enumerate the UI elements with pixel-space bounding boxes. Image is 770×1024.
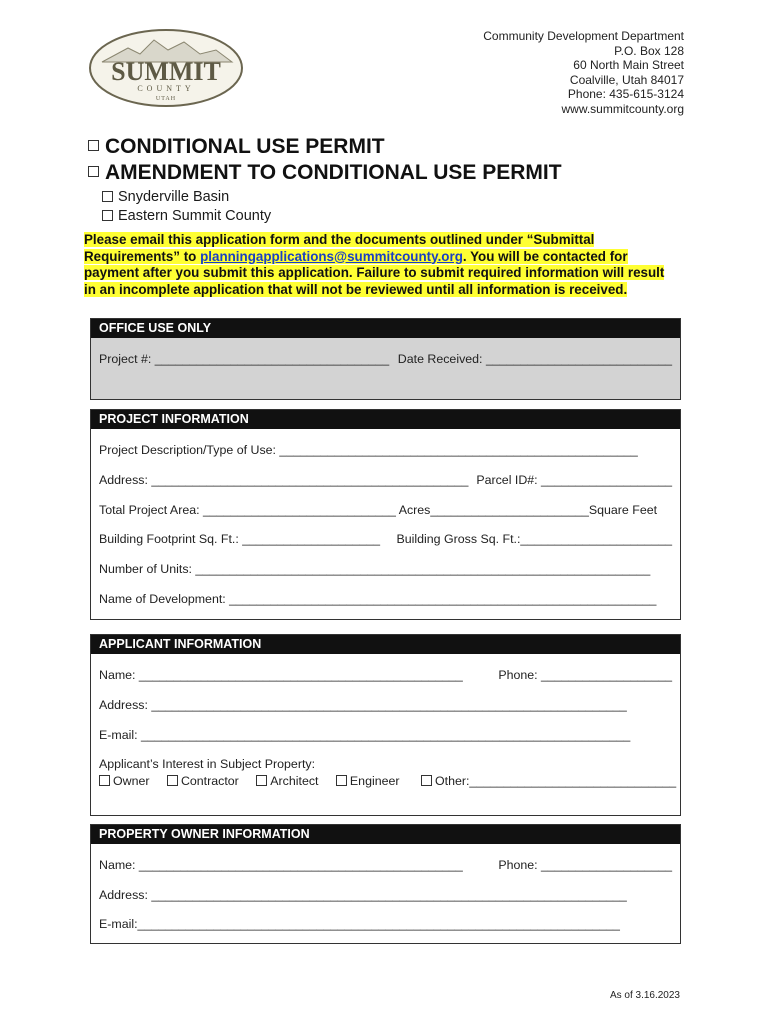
interest-other[interactable]: Other:______________________________	[421, 774, 676, 788]
submission-notice	[84, 232, 670, 298]
logo-state: UTAH	[155, 96, 177, 102]
summit-county-logo	[88, 28, 244, 108]
logo-name: SUMMIT	[111, 57, 221, 86]
applicant-info-section	[90, 634, 681, 816]
interest-owner[interactable]: Owner	[99, 774, 150, 788]
owner-info-heading: PROPERTY OWNER INFORMATION	[91, 825, 680, 844]
interest-options	[99, 774, 677, 788]
date-received-field[interactable]: Date Received: ___________________________	[397, 352, 672, 366]
title-amendment: AMENDMENT TO CONDITIONAL USE PERMIT	[88, 160, 562, 186]
owner-email-field[interactable]: E-mail:______________________________________________________________________	[99, 917, 620, 931]
option-snyderville: Snyderville Basin	[102, 188, 562, 207]
owner-address-field[interactable]: Address: _____________________________________________________________________	[99, 888, 627, 902]
gross-sqft-field[interactable]: Building Gross Sq. Ft.:______________________	[396, 532, 672, 546]
applicant-info-heading: APPLICANT INFORMATION	[91, 635, 680, 654]
applicant-name-field[interactable]: Name: _______________________________________________	[99, 668, 463, 682]
applicant-address-field[interactable]: Address: _____________________________________________________________________	[99, 698, 627, 712]
option-eastern: Eastern Summit County	[102, 207, 562, 226]
permit-titles	[88, 134, 562, 226]
total-area-field[interactable]: Total Project Area: ____________________________ Acres_______________________Square Feet	[99, 503, 658, 517]
project-description-field[interactable]: Project Description/Type of Use: ____________________________________________________	[99, 443, 638, 457]
owner-info-section	[90, 824, 681, 944]
interest-contractor[interactable]: Contractor	[167, 774, 239, 788]
conditional-use-checkbox[interactable]	[88, 140, 99, 151]
owner-checkbox[interactable]	[99, 775, 110, 786]
engineer-checkbox[interactable]	[336, 775, 347, 786]
interest-architect[interactable]: Architect	[256, 774, 318, 788]
office-use-section	[90, 318, 681, 400]
department-street: 60 North Main Street	[573, 58, 684, 73]
notice-email-link[interactable]: planningapplications@summitcounty.org	[200, 248, 463, 264]
project-address-field[interactable]: Address: ______________________________________________	[99, 473, 469, 487]
version-date: As of 3.16.2023	[609, 990, 680, 1001]
amendment-checkbox[interactable]	[88, 166, 99, 177]
architect-checkbox[interactable]	[256, 775, 267, 786]
project-number-field[interactable]: Project #: __________________________________	[99, 352, 390, 366]
development-name-field[interactable]: Name of Development: ______________________________________________________________	[99, 592, 657, 606]
department-po-box: P.O. Box 128	[614, 43, 684, 58]
footprint-field[interactable]: Building Footprint Sq. Ft.: ____________________	[99, 532, 381, 546]
owner-phone-field[interactable]: Phone: ___________________	[498, 858, 672, 872]
department-address	[483, 29, 684, 117]
department-city: Coalville, Utah 84017	[569, 72, 684, 87]
interest-label: Applicant’s Interest in Subject Property:	[99, 757, 316, 771]
notice-text-1: Please email this application form and the documents outlined under “Submittal Requirements” to	[84, 232, 595, 264]
notice-text-2: . You will be contacted for payment after you submit this application. Failure to submit required information will result in an incomplete application that will not be reviewed until all information is received.	[84, 248, 665, 297]
parcel-id-field[interactable]: Parcel ID#: ___________________	[476, 473, 672, 487]
snyderville-checkbox[interactable]	[102, 191, 113, 202]
owner-name-field[interactable]: Name: _______________________________________________	[99, 858, 463, 872]
eastern-checkbox[interactable]	[102, 210, 113, 221]
project-info-section	[90, 409, 681, 620]
office-use-heading: OFFICE USE ONLY	[91, 319, 680, 338]
title-conditional-use: CONDITIONAL USE PERMIT	[88, 134, 562, 160]
logo-county: COUNTY	[137, 84, 195, 93]
department-website[interactable]: www.summitcounty.org	[561, 101, 684, 116]
department-phone: Phone: 435-615-3124	[567, 87, 684, 102]
applicant-email-field[interactable]: E-mail: _______________________________________________________________________	[99, 728, 631, 742]
project-info-heading: PROJECT INFORMATION	[91, 410, 680, 429]
department-name: Community Development Department	[483, 29, 684, 43]
other-checkbox[interactable]	[421, 775, 432, 786]
interest-engineer[interactable]: Engineer	[336, 774, 400, 788]
applicant-phone-field[interactable]: Phone: ___________________	[498, 668, 672, 682]
office-use-row	[99, 352, 672, 366]
contractor-checkbox[interactable]	[167, 775, 178, 786]
units-field[interactable]: Number of Units: __________________________________________________________________	[99, 562, 651, 576]
